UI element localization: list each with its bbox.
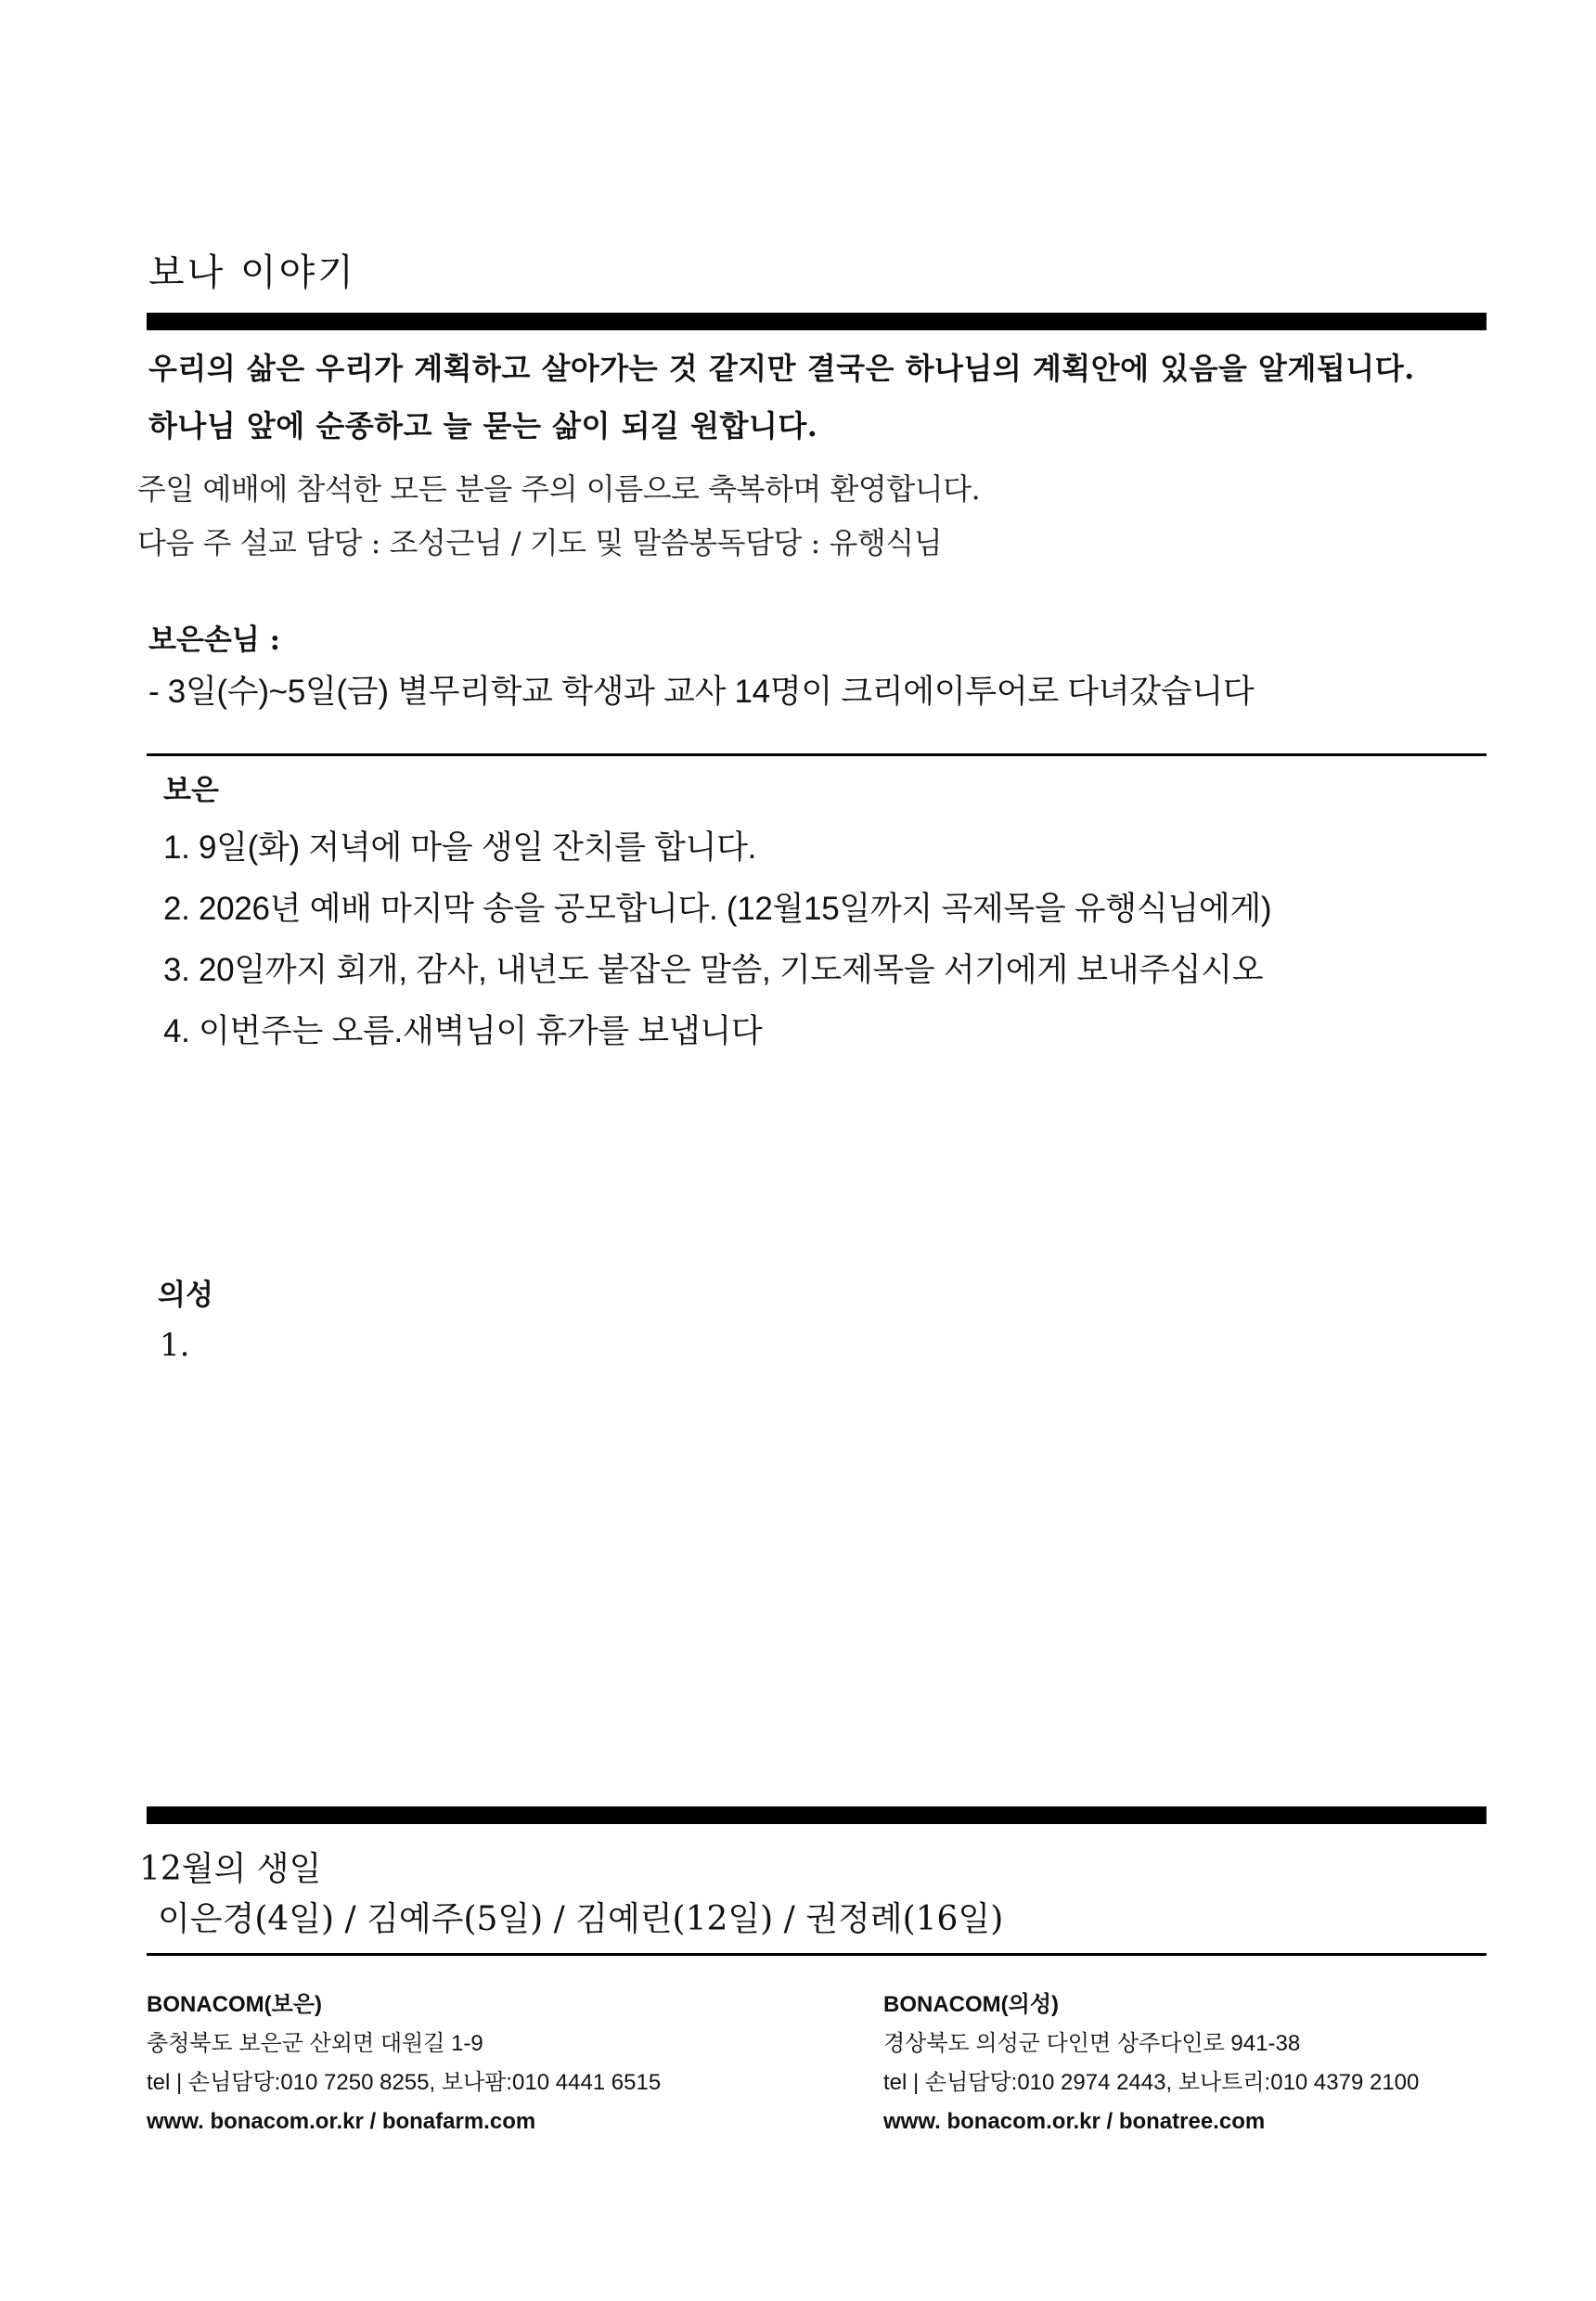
next-week-duties: 다음 주 설교 담당 : 조성근님 / 기도 및 말씀봉독담당 : 유행식님 — [137, 525, 943, 560]
footer-uiseong-address: 경상북도 의성군 다인면 상주다인로 941-38 — [883, 2031, 1301, 2056]
guests-label: 보은손님 : — [148, 623, 281, 657]
welcome-notice: 주일 예배에 참석한 모든 분을 주의 이름으로 축복하며 환영합니다. — [137, 471, 981, 507]
guests-entry: - 3일(수)~5일(금) 별무리학교 학생과 교사 14명이 크리에이투어로 다녀갔습니다 — [148, 674, 1255, 710]
birthday-title: 12월의 생일 — [139, 1850, 322, 1888]
boeun-section-label: 보은 — [163, 774, 219, 807]
boeun-item-4: 4. 이번주는 오름.새벽님이 휴가를 보냅니다 — [163, 1013, 763, 1049]
footer-uiseong — [883, 1986, 1419, 2141]
birthday-divider — [147, 1806, 1487, 1824]
page-title: 보나 이야기 — [148, 251, 356, 294]
footer-boeun — [147, 1986, 661, 2141]
footer-boeun-address: 충청북도 보은군 산외면 대원길 1-9 — [147, 2031, 483, 2056]
intro-line-1: 우리의 삶은 우리가 계획하고 살아가는 것 같지만 결국은 하나님의 계획안에 있음을 알게됩니다. — [148, 351, 1415, 386]
footer-boeun-name: BONACOM(보은) — [147, 1992, 323, 2017]
boeun-item-3: 3. 20일까지 회개, 감사, 내년도 붙잡은 말씀, 기도제목을 서기에게 보내주십시오 — [163, 952, 1264, 988]
intro-line-2: 하나님 앞에 순종하고 늘 묻는 삶이 되길 원합니다. — [148, 408, 818, 443]
birthday-list: 이은경(4일) / 김예주(5일) / 김예린(12일) / 권정례(16일) — [158, 1900, 1004, 1938]
uiseong-item-1: 1. — [160, 1327, 190, 1364]
section-divider — [147, 753, 1487, 756]
boeun-item-2: 2. 2026년 예배 마지막 송을 공모합니다. (12월15일까지 곡제목을 유행식님에게) — [163, 891, 1272, 927]
footer-boeun-web: www. bonacom.or.kr / bonafarm.com — [147, 2109, 536, 2134]
footer-divider — [147, 1953, 1487, 1956]
uiseong-section-label: 의성 — [158, 1279, 213, 1312]
boeun-item-1: 1. 9일(화) 저녁에 마을 생일 잔치를 합니다. — [163, 829, 757, 866]
footer-uiseong-web: www. bonacom.or.kr / bonatree.com — [883, 2109, 1266, 2134]
header-divider — [147, 313, 1487, 330]
footer-uiseong-tel: tel | 손님담당:010 2974 2443, 보나트리:010 4379 2100 — [883, 2070, 1420, 2095]
footer-uiseong-name: BONACOM(의성) — [883, 1992, 1060, 2017]
footer-boeun-tel: tel | 손님담당:010 7250 8255, 보나팜:010 4441 6515 — [147, 2070, 662, 2095]
